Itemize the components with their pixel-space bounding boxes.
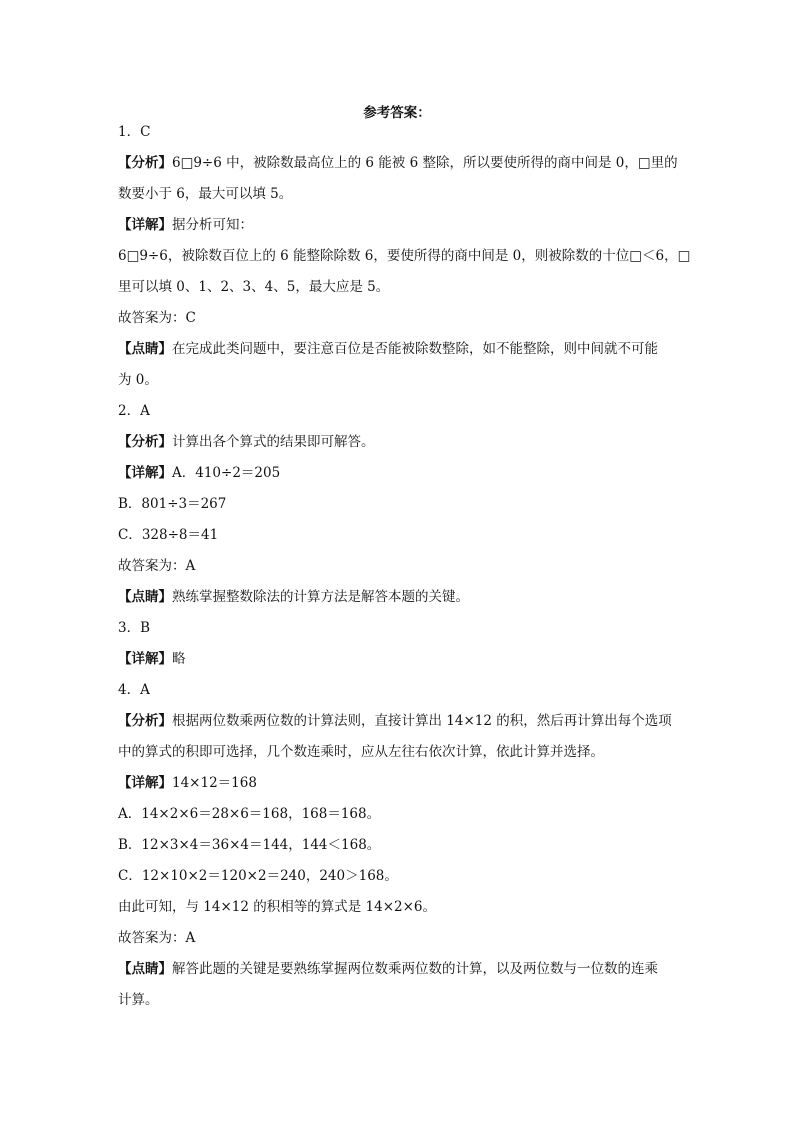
answer-line (118, 465, 678, 496)
page-title: 参考答案： (363, 105, 431, 121)
line-text: 故答案为：A (118, 558, 196, 574)
answer-line (118, 713, 678, 744)
answer-line (118, 186, 678, 217)
answer-line (118, 279, 678, 310)
line-text: C．12×10×2＝120×2＝240，240＞168。 (118, 868, 398, 884)
answer-line (118, 837, 678, 868)
line-text: 为 0。 (118, 372, 158, 388)
answer-line (118, 527, 678, 558)
answer-line (118, 403, 678, 434)
line-text: 6□9÷6 中，被除数最高位上的 6 能被 6 整除，所以要使所得的商中间是 0，□里的 (172, 155, 678, 171)
section-tag: 【点睛】 (118, 589, 172, 605)
line-text: 数要小于 6，最大可以填 5。 (118, 186, 293, 202)
line-text: 14×12＝168 (172, 775, 257, 791)
line-text: 计算出各个算式的结果即可解答。 (172, 434, 375, 450)
line-text: 1．C (118, 124, 151, 140)
section-tag: 【点睛】 (118, 961, 172, 977)
answer-line (118, 589, 678, 620)
answer-line (118, 744, 678, 775)
line-text: 4．A (118, 682, 150, 698)
answer-line (118, 961, 678, 992)
answer-line (118, 806, 678, 837)
line-text: 略 (172, 651, 186, 667)
answer-line (118, 124, 678, 155)
answer-line (118, 310, 678, 341)
answer-line (118, 558, 678, 589)
section-tag: 【详解】 (118, 465, 172, 481)
line-text: 计算。 (118, 992, 159, 1008)
section-tag: 【点睛】 (118, 341, 172, 357)
line-text: C．328÷8＝41 (118, 527, 219, 543)
line-text: 解答此题的关键是要熟练掌握两位数乘两位数的计算，以及两位数与一位数的连乘 (172, 961, 658, 977)
section-tag: 【分析】 (118, 155, 172, 171)
answer-line (118, 341, 678, 372)
section-tag: 【分析】 (118, 713, 172, 729)
line-text: 由此可知，与 14×12 的积相等的算式是 14×2×6。 (118, 899, 437, 915)
answer-line (118, 651, 678, 682)
answer-line (118, 930, 678, 961)
answer-line (118, 868, 678, 899)
line-text: 中的算式的积即可选择，几个数连乘时，应从左往右依次计算，依此计算并选择。 (118, 744, 604, 760)
answer-line (118, 496, 678, 527)
answer-line (118, 899, 678, 930)
line-text: B．801÷3＝267 (118, 496, 227, 512)
answer-line (118, 992, 678, 1023)
answer-line (118, 217, 678, 248)
line-text: 根据两位数乘两位数的计算法则，直接计算出 14×12 的积，然后再计算出每个选项 (172, 713, 672, 729)
answer-line (118, 434, 678, 465)
line-text: B．12×3×4＝36×4＝144，144＜168。 (118, 837, 381, 853)
line-text: 在完成此类问题中，要注意百位是否能被除数整除，如不能整除，则中间就不可能 (172, 341, 658, 357)
line-text: 据分析可知： (172, 217, 253, 233)
section-tag: 【详解】 (118, 217, 172, 233)
line-text: 熟练掌握整数除法的计算方法是解答本题的关键。 (172, 589, 469, 605)
section-tag: 【分析】 (118, 434, 172, 450)
line-text: A．410÷2＝205 (172, 465, 281, 481)
line-text: 里可以填 0、1、2、3、4、5，最大应是 5。 (118, 279, 390, 295)
answer-line (118, 775, 678, 806)
section-tag: 【详解】 (118, 651, 172, 667)
answer-line (118, 372, 678, 403)
line-text: 故答案为：C (118, 310, 196, 326)
line-text: 6□9÷6，被除数百位上的 6 能整除除数 6，要使所得的商中间是 0，则被除数的十位□＜6，□ (118, 248, 691, 264)
line-text: 3．B (118, 620, 151, 636)
line-text: 2．A (118, 403, 150, 419)
answer-line (118, 682, 678, 713)
answer-line (118, 155, 678, 186)
line-text: A．14×2×6＝28×6＝168，168＝168。 (118, 806, 381, 822)
answer-content (118, 124, 691, 1023)
answer-line (118, 620, 678, 651)
line-text: 故答案为：A (118, 930, 196, 946)
section-tag: 【详解】 (118, 775, 172, 791)
answer-line (118, 248, 691, 279)
